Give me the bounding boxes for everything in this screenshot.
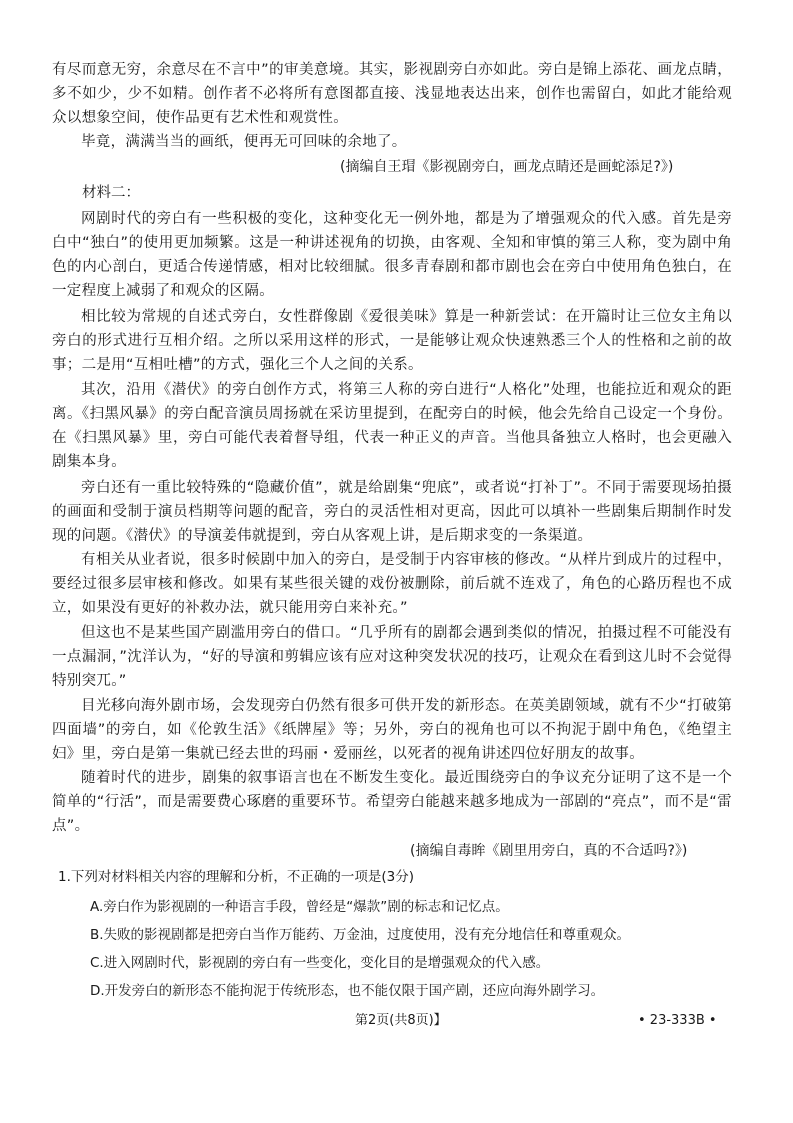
paragraph-material2-6: 但这也不是某些国产剧滥用旁白的借口。“几乎所有的剧都会遇到类似的情况，拍摄过程不可能没有一点漏洞，”沈洋认为，“好的导演和剪辑应该有应对这种突发状况的技巧，让观众在看到这儿时不会觉得特别突兀。” [52, 625, 732, 689]
exam-code: • 23-333B • [638, 1013, 717, 1028]
paragraph-continued: 有尽而意无穷，余意尽在不言中”的审美意境。其实，影视剧旁白亦如此。旁白是锦上添花、画龙点睛，多不如少，少不如精。创作者不必将所有意图都直接、浅显地表达出来，创作也需留白，如此才能给观众以想象空间，使作品更有艺术性和观赏性。 [52, 62, 732, 126]
source-citation-1: (摘编自王瑁《影视剧旁白，画龙点睛还是画蛇添足?》) [340, 159, 674, 175]
question-option-b: B.失败的影视剧都是把旁白当作万能药、万金油，过度使用，没有充分地信任和尊重观众。 [90, 927, 631, 943]
paragraph-material2-3: 其次，沿用《潜伏》的旁白创作方式，将第三人称的旁白进行“人格化”处理，也能拉近和观众的距离。《扫黑风暴》的旁白配音演员周扬就在采访里提到，在配旁白的时候，他会先给自己设定一个身份。在《扫黑风暴》里，旁白可能代表着督导组，代表一种正义的声音。当他具备独立人格时，也会更融入剧集本身。 [52, 382, 732, 470]
paragraph-material2-8: 随着时代的进步，剧集的叙事语言也在不断发生变化。最近围绕旁白的争议充分证明了这不是一个简单的“行活”，而是需要费心琢磨的重要环节。希望旁白能越来越多地成为一部剧的“亮点”，而不是“雷点”。 [52, 770, 732, 834]
paragraph-material2-4: 旁白还有一重比较特殊的“隐藏价值”，就是给剧集“兜底”，或者说“打补丁”。不同于需要现场拍摄的画面和受制于演员档期等问题的配音，旁白的灵活性相对更高，因此可以填补一些剧集后期制作时发现的问题。《潜伏》的导演姜伟就提到，旁白从客观上讲，是后期求变的一条渠道。 [52, 480, 732, 544]
question-option-a: A.旁白作为影视剧的一种语言手段，曾经是“爆款”剧的标志和记忆点。 [90, 899, 509, 915]
paragraph-material2-2: 相比较为常规的自述式旁白，女性群像剧《爱很美味》算是一种新尝试：在开篇时让三位女主角以旁白的形式进行互相介绍。之所以采用这样的形式，一是能够让观众快速熟悉三个人的性格和之前的故事；二是用“互相吐槽”的方式，强化三个人之间的关系。 [52, 309, 732, 373]
paragraph-material2-7: 目光移向海外剧市场，会发现旁白仍然有很多可供开发的新形态。在英美剧领域，就有不少“打破第四面墙”的旁白，如《伦敦生活》《纸牌屋》等；另外，旁白的视角也可以不拘泥于剧中角色，《绝望主妇》里，旁白是第一集就已经去世的玛丽・爱丽丝，以死者的视角讲述四位好朋友的故事。 [52, 698, 732, 762]
question-stem: 1.下列对材料相关内容的理解和分析，不正确的一项是(3分) [58, 869, 415, 885]
source-citation-2: (摘编自毒眸《剧里用旁白，真的不合适吗?》) [410, 843, 688, 859]
question-option-c: C.进入网剧时代，影视剧的旁白有一些变化，变化目的是增强观众的代入感。 [90, 955, 550, 971]
paragraph-material2-1: 网剧时代的旁白有一些积极的变化，这种变化无一例外地，都是为了增强观众的代入感。首先是旁白中“独白”的使用更加频繁。这是一种讲述视角的切换，由客观、全知和审慎的第三人称，变为剧中角色的内心剖白，更适合传递情感，相对比较细腻。很多青春剧和都市剧也会在旁白中使用角色独白，在一定程度上减弱了和观众的区隔。 [52, 211, 732, 299]
material-2-label: 材料二： [82, 185, 140, 201]
paragraph-conclusion: 毕竟，满满当当的画纸，便再无可回味的余地了。 [81, 134, 407, 150]
paragraph-material2-5: 有相关从业者说，很多时候剧中加入的旁白，是受制于内容审核的修改。“从样片到成片的过程中，要经过很多层审核和修改。如果有某些很关键的戏份被删除，前后就不连戏了，角色的心路历程也不成立，如果没有更好的补救办法，就只能用旁白来补充。” [52, 552, 732, 616]
question-option-d: D.开发旁白的新形态不能拘泥于传统形态，也不能仅限于国产剧，还应向海外剧学习。 [90, 983, 605, 999]
page-number: 第2页(共8页)】 [355, 1013, 447, 1028]
